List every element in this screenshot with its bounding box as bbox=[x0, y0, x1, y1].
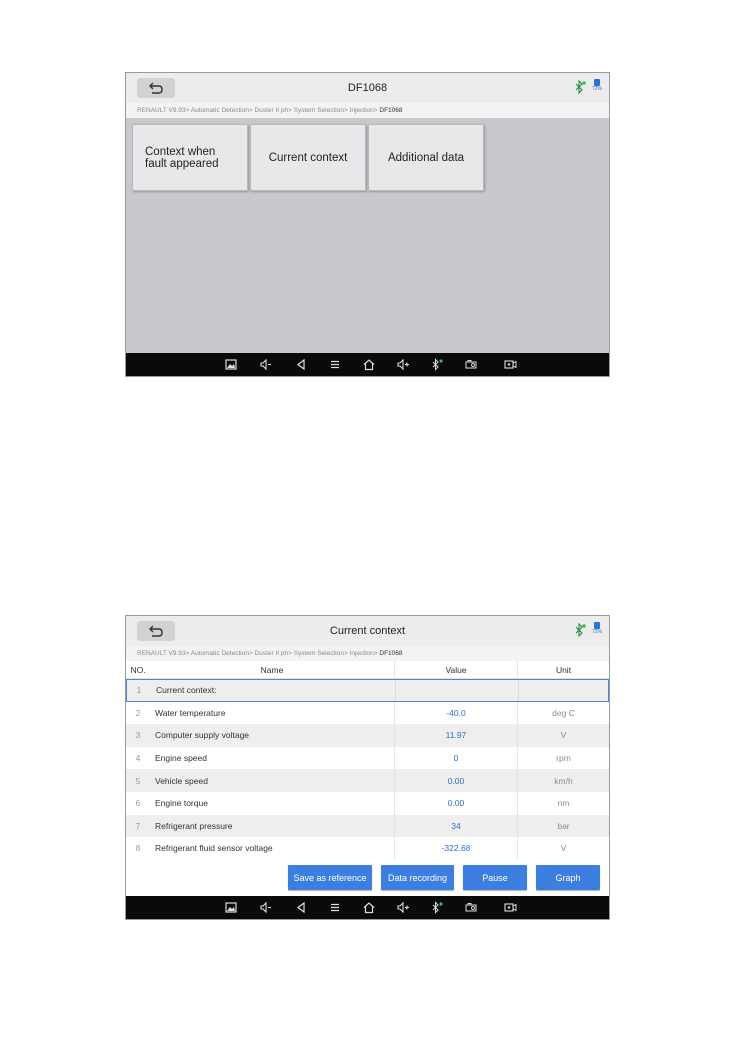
tile-label-line1: Context when bbox=[145, 145, 216, 158]
breadcrumb-path: RENAULT V9.93> Automatic Detection> Duster II ph> System Selection> Injection> bbox=[137, 650, 380, 657]
data-recording-button[interactable]: Data recording bbox=[381, 865, 454, 890]
vci-icon[interactable] bbox=[464, 358, 478, 371]
screen-fault-menu bbox=[125, 72, 610, 377]
column-header-name: Name bbox=[260, 664, 284, 675]
row-number: 7 bbox=[135, 820, 141, 831]
row-name: Water temperature bbox=[155, 707, 226, 718]
table-header bbox=[126, 661, 609, 679]
table-row[interactable] bbox=[126, 679, 609, 702]
row-unit: deg C bbox=[517, 702, 609, 725]
screen-current-context bbox=[125, 615, 610, 920]
additional-data-button[interactable] bbox=[368, 124, 484, 191]
table-row[interactable] bbox=[126, 837, 609, 860]
top-bar bbox=[126, 616, 609, 646]
row-name: Vehicle speed bbox=[155, 775, 208, 786]
row-number: 5 bbox=[135, 775, 141, 786]
row-name: Engine torque bbox=[155, 798, 208, 809]
menu-icon[interactable] bbox=[328, 358, 342, 371]
breadcrumb-current: DF1068 bbox=[379, 107, 403, 114]
save-as-reference-button[interactable]: Save as reference bbox=[288, 865, 372, 890]
row-value: 0.00 bbox=[394, 792, 517, 815]
row-unit: rpm bbox=[517, 747, 609, 770]
row-name: Refrigerant fluid sensor voltage bbox=[155, 843, 273, 854]
row-number: 4 bbox=[135, 753, 141, 764]
current-context-button[interactable] bbox=[250, 124, 366, 191]
system-nav-bar bbox=[126, 896, 609, 919]
table-row[interactable] bbox=[126, 769, 609, 792]
tile-label: Additional data bbox=[387, 151, 465, 164]
row-unit: km/h bbox=[517, 769, 609, 792]
row-number: 6 bbox=[135, 798, 141, 809]
content-area bbox=[126, 118, 609, 353]
battery-level: 72% bbox=[591, 86, 602, 92]
row-name: Current context: bbox=[156, 685, 217, 696]
screenshot-icon[interactable] bbox=[224, 358, 238, 371]
row-value: 0 bbox=[394, 747, 517, 770]
vci-icon[interactable] bbox=[464, 901, 478, 914]
page-title: DF1068 bbox=[347, 82, 388, 94]
screenshot-icon[interactable] bbox=[224, 901, 238, 914]
table-row[interactable] bbox=[126, 747, 609, 770]
row-unit: nm bbox=[517, 792, 609, 815]
table-row[interactable] bbox=[126, 702, 609, 725]
top-bar bbox=[126, 73, 609, 103]
status-area bbox=[574, 622, 604, 642]
row-number: 3 bbox=[135, 730, 141, 741]
column-header-no: NO. bbox=[130, 664, 146, 675]
row-name: Engine speed bbox=[155, 753, 207, 764]
bluetooth-nav-icon[interactable] bbox=[430, 358, 444, 371]
tile-label: Current context bbox=[268, 151, 348, 164]
volume-down-icon[interactable] bbox=[259, 901, 273, 914]
volume-up-icon[interactable] bbox=[396, 901, 410, 914]
row-value: -40.0 bbox=[394, 702, 517, 725]
system-nav-bar bbox=[126, 353, 609, 376]
bluetooth-icon bbox=[574, 80, 586, 94]
volume-up-icon[interactable] bbox=[396, 358, 410, 371]
row-value bbox=[395, 680, 518, 701]
home-icon[interactable] bbox=[362, 901, 376, 914]
row-value: 34 bbox=[394, 815, 517, 838]
column-header-value: Value bbox=[394, 661, 517, 678]
breadcrumb-current: DF1068 bbox=[379, 650, 403, 657]
row-value: 0.00 bbox=[394, 769, 517, 792]
status-area bbox=[574, 79, 604, 99]
row-number: 1 bbox=[136, 685, 142, 696]
column-header-unit: Unit bbox=[517, 661, 609, 678]
table-row[interactable] bbox=[126, 792, 609, 815]
row-number: 2 bbox=[135, 707, 141, 718]
row-number: 8 bbox=[135, 843, 141, 854]
breadcrumb bbox=[126, 103, 609, 118]
breadcrumb-path: RENAULT V9.93> Automatic Detection> Duster II ph> System Selection> Injection> bbox=[137, 107, 380, 114]
row-value: 11.97 bbox=[394, 724, 517, 747]
row-name: Refrigerant pressure bbox=[155, 820, 233, 831]
table-row[interactable] bbox=[126, 724, 609, 747]
bluetooth-nav-icon[interactable] bbox=[430, 901, 444, 914]
bluetooth-icon bbox=[574, 623, 586, 637]
row-unit: bar bbox=[517, 815, 609, 838]
volume-down-icon[interactable] bbox=[259, 358, 273, 371]
screen-record-icon[interactable] bbox=[503, 901, 517, 914]
screen-record-icon[interactable] bbox=[503, 358, 517, 371]
battery-icon bbox=[590, 622, 604, 636]
row-value: -322.68 bbox=[394, 837, 517, 860]
menu-icon[interactable] bbox=[328, 901, 342, 914]
breadcrumb bbox=[126, 646, 609, 661]
row-name: Computer supply voltage bbox=[155, 730, 250, 741]
battery-icon bbox=[590, 79, 604, 93]
battery-level: 72% bbox=[591, 629, 602, 635]
table-row[interactable] bbox=[126, 815, 609, 838]
context-when-fault-appeared-button[interactable] bbox=[132, 124, 248, 191]
row-unit bbox=[518, 680, 610, 701]
graph-button[interactable]: Graph bbox=[536, 865, 600, 890]
row-unit: V bbox=[517, 724, 609, 747]
nav-back-icon[interactable] bbox=[294, 358, 308, 371]
row-unit: V bbox=[517, 837, 609, 860]
home-icon[interactable] bbox=[362, 358, 376, 371]
nav-back-icon[interactable] bbox=[294, 901, 308, 914]
tile-label-line2: fault appeared bbox=[145, 157, 219, 170]
pause-button[interactable]: Pause bbox=[463, 865, 527, 890]
action-bar bbox=[126, 859, 609, 895]
page-title: Current context bbox=[329, 625, 406, 637]
